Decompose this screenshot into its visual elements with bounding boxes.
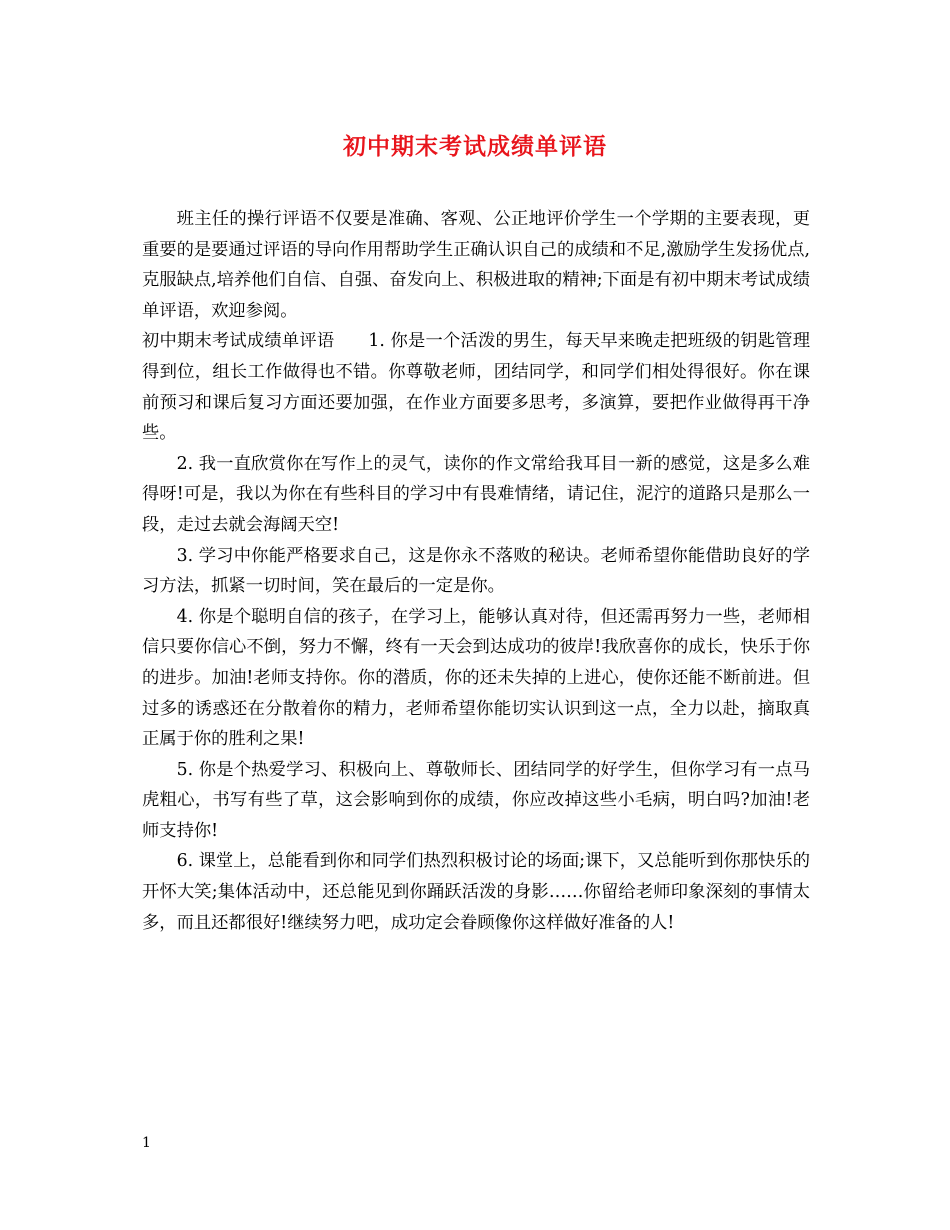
comment-paragraph-6: 6. 课堂上，总能看到你和同学们热烈积极讨论的场面;课下，又总能听到你那快乐的开怀大笑;集体活动中，还总能见到你踊跃活泼的身影……你留给老师印象深刻的事情太多，而且还都很好!继续努力吧，成功定会眷顾像你这样做好准备的人!	[142, 851, 810, 933]
section-heading: 初中期末考试成绩单评语	[142, 331, 335, 352]
comment-paragraph-3: 3. 学习中你能严格要求自己，这是你永不落败的秘诀。老师希望你能借助良好的学习方法，抓紧一切时间，笑在最后的一定是你。	[142, 545, 810, 597]
comment-paragraph-2: 2. 我一直欣赏你在写作上的灵气，读你的作文常给我耳目一新的感觉，这是多么难得呀!可是，我以为你在有些科目的学习中有畏难情绪，请记住，泥泞的道路只是那么一段，走过去就会海阔天空!	[142, 453, 810, 535]
document-title: 初中期末考试成绩单评语	[343, 133, 607, 160]
comment-paragraph-5: 5. 你是个热爱学习、积极向上、尊敬师长、团结同学的好学生，但你学习有一点马虎粗心，书写有些了草，这会影响到你的成绩，你应改掉这些小毛病，明白吗?加油!老师支持你!	[142, 759, 810, 841]
comment-paragraph-4: 4. 你是个聪明自信的孩子，在学习上，能够认真对待，但还需再努力一些，老师相信只要你信心不倒，努力不懈，终有一天会到达成功的彼岸!我欣喜你的成长，快乐于你的进步。加油!老师支持你。你的潜质，你的还未失掉的上进心，使你还能不断前进。但过多的诱惑还在分散着你的精力，老师希望你能切实认识到这一点，全力以赴，摘取真正属于你的胜利之果!	[142, 606, 810, 750]
page-number: 1	[142, 1135, 151, 1151]
comment-1-text: 1. 你是一个活泼的男生，每天早来晚走把班级的钥匙管理得到位，组长工作做得也不错。你尊敬老师，团结同学，和同学们相处得很好。你在课前预习和课后复习方面还要加强，在作业方面要多思考，多演算，要把作业做得再干净些。	[142, 331, 810, 444]
intro-paragraph: 班主任的操行评语不仅要是准确、客观、公正地评价学生一个学期的主要表现，更重要的是要通过评语的导向作用帮助学生正确认识自己的成绩和不足,激励学生发扬优点,克服缺点,培养他们自信、自强、奋发向上、积极进取的精神;下面是有初中期末考试成绩单评语，欢迎参阅。	[142, 209, 811, 321]
comment-paragraph-1	[142, 326, 810, 448]
document-body	[142, 204, 810, 938]
